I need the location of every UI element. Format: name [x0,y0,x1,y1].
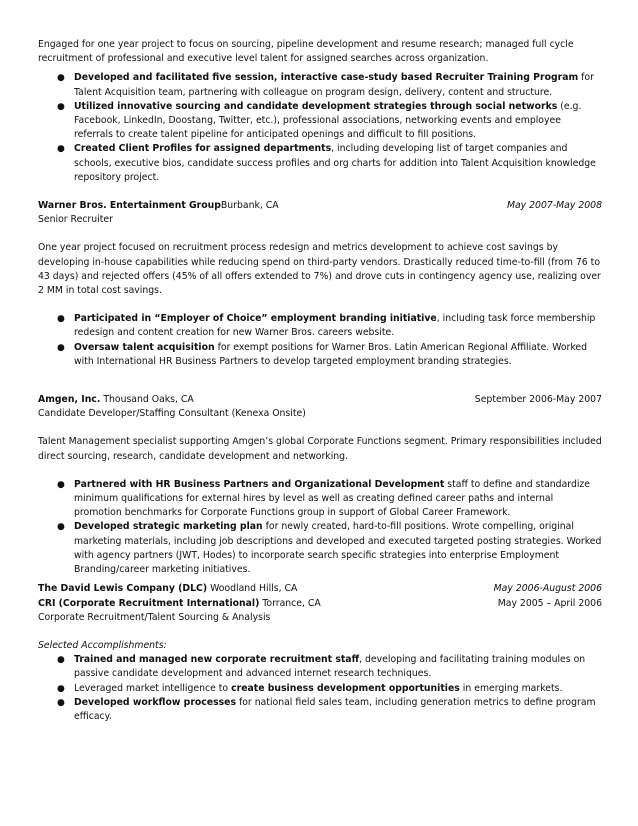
warner-header [38,199,602,213]
cri-location: Torrance, CA [259,597,321,609]
list-item: ● Oversaw talent acquisition for exempt positions for Warner Bros. Latin American Regional Affiliate. Worked with International HR Business Partners to develop targeted employment branding strategies. [57,341,588,367]
bullet-icon: ● [57,683,65,694]
cri-employer [38,597,321,611]
list-item: ● Developed strategic marketing plan for newly created, hard-to-fill positions. Wrote compelling, original marketing materials, including job descriptions and developed and executed targeted posting strategies. Worked with agency partners (JWT, Hodes) to incorporate search specific strategies into enterprise Employment Branding/career marketing initiatives. [57,521,602,576]
list-item: ● Partnered with HR Business Partners and Organizational Development staff to define and standardize minimum qualifications for external hires by level as well as creating defined career paths and internal promotion benchmarks for Corporate Functions group in support of Global Career Framework. [57,478,591,519]
dlc-employer [38,582,297,596]
amgen-location: Thousand Oaks, CA [100,394,194,406]
list-item: ● Developed and facilitated five session, interactive case-study based Recruiter Training Program for Talent Acquisition team, partnering with colleague on program design, delivery, content and structure. [57,72,594,98]
dlc-dates: May 2006-August 2006 [493,583,602,595]
amgen-company: Amgen, Inc. [38,394,101,406]
warner-title: Senior Recruiter [38,214,113,226]
amgen-header [38,393,602,407]
warner-employer [38,199,279,213]
bullet-icon: ● [57,144,65,155]
warner-location: Burbank, CA [220,200,279,212]
bullet-icon: ● [57,522,65,533]
amgen-dates: September 2006-May 2007 [474,394,602,406]
list-item: ● Participated in “Employer of Choice” employment branding initiative, including task force membership redesign and content creation for new Warner Bros. careers website. [57,313,596,339]
cri-company: CRI (Corporate Recruitment International) [38,597,260,609]
warner-bullets [38,312,602,369]
amgen-title: Candidate Developer/Staffing Consultant (Kenexa Onsite) [38,408,306,420]
bullet-icon: ● [57,479,65,490]
cri-dates: May 2005 – April 2006 [497,597,602,609]
bullet-icon: ● [57,655,65,666]
list-item: ● Trained and managed new corporate recruitment staff, developing and facilitating training modules on passive candidate development and advanced internet research techniques. [57,654,586,680]
intro-paragraph: Engaged for one year project to focus on sourcing, pipeline development and resume research; managed full cycle recruitment of professional and executive level talent for assigned searches across organization. [38,39,574,65]
amgen-bullets [38,478,602,577]
warner-paragraph: One year project focused on recruitment process redesign and metrics development to achieve cost savings by developing in-house capabilities while reducing spend on third-party vendors. Drastically reduced time-to-fill (from 76 to 43 days) and rejected offers (45% of all offers extended to 7%) and drove cuts in contingency agency use, realizing over 2 MM in total cost savings. [38,242,601,297]
cri-header [38,597,602,611]
warner-company: Warner Bros. Entertainment Group [38,200,221,212]
dlc-bullets [38,653,602,724]
bullet-icon: ● [57,342,65,353]
list-item: ● Developed workflow processes for national field sales team, including generation metrics to define program efficacy. [57,696,596,722]
list-item: ● Leveraged market intelligence to create business development opportunities in emerging markets. [74,682,602,696]
list-item: ● Utilized innovative sourcing and candidate development strategies through social networks (e.g. Facebook, LinkedIn, Doostang, Twitter, etc.), professional associations, networking events and employee referrals to create talent pipeline for anticipated openings and difficult to fill positions. [57,100,582,141]
intro-bullets [38,71,602,185]
bullet-icon: ● [57,73,65,84]
dlc-header [38,582,602,596]
selected-accomplishments-heading: Selected Accomplishments: [38,639,167,651]
amgen-employer [38,393,194,407]
warner-dates: May 2007-May 2008 [506,200,602,212]
bullet-icon: ● [57,101,65,112]
dlc-title: Corporate Recruitment/Talent Sourcing & Analysis [38,611,271,623]
dlc-location: Woodland Hills, CA [207,583,298,595]
bullet-icon: ● [57,697,65,708]
dlc-company: The David Lewis Company (DLC) [38,583,208,595]
amgen-paragraph: Talent Management specialist supporting Amgen’s global Corporate Functions segment. Primary responsibilities included direct sourcing, research, candidate development and networking. [38,436,602,462]
list-item: ● Created Client Profiles for assigned departments, including developing list of target companies and schools, executive bios, candidate success profiles and org charts for addition into Talent Acquisition knowledge repository project. [57,143,596,183]
bullet-icon: ● [57,314,65,325]
